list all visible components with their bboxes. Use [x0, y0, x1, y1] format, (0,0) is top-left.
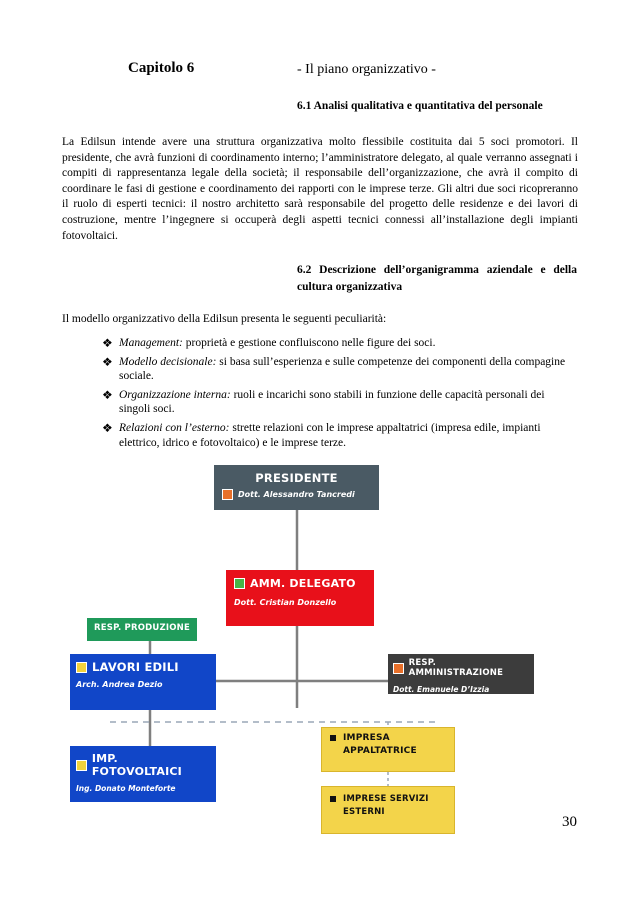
bullet-term: Organizzazione interna:	[119, 388, 231, 401]
photovoltaic-box	[70, 746, 216, 802]
contractor-box	[321, 727, 455, 772]
contractor-title-line1: IMPRESA	[343, 733, 390, 743]
construction-title: LAVORI EDILI	[92, 660, 179, 674]
external-title-line2: ESTERNI	[343, 807, 385, 817]
page-number: 30	[562, 814, 577, 830]
photovoltaic-title: IMP. FOTOVOLTAICI	[91, 752, 182, 778]
president-name: Dott. Alessandro Tancredi	[238, 490, 355, 499]
ceo-title: AMM. DELEGATO	[250, 577, 356, 590]
administration-title: RESP. AMMINISTRAZIONE	[408, 658, 504, 678]
contractor-title-line2: APPALTATRICE	[343, 746, 417, 756]
bullet-text: si basa sull’esperienza e sulle competenze dei componenti della compagine sociale.	[119, 355, 566, 383]
ceo-name: Dott. Cristian Donzello	[234, 598, 337, 607]
external-services-box	[321, 786, 455, 834]
chapter-title: Capitolo 6	[128, 60, 195, 76]
bullet-term: Management:	[119, 337, 183, 349]
orange-square-icon	[222, 489, 233, 500]
photovoltaic-name: Ing. Donato Monteforte	[76, 784, 176, 793]
bullet-text: proprietà e gestione confluiscono nelle figure dei soci.	[182, 337, 436, 349]
president-box	[214, 465, 379, 510]
section-heading-6-2: 6.2 Descrizione dell’organigramma aziendale e della cultura organizzativa	[297, 264, 577, 293]
section-intro-6-2: Il modello organizzativo della Edilsun presenta le seguenti peculiarità:	[62, 313, 387, 325]
diamond-bullet-icon: ❖	[102, 387, 113, 402]
section-heading-6-1: 6.1 Analisi qualitativa e quantitativa del personale	[297, 100, 543, 112]
construction-box	[70, 654, 216, 710]
production-title: RESP. PRODUZIONE	[94, 623, 190, 633]
production-box	[87, 618, 197, 641]
yellow-square-icon	[76, 760, 87, 771]
black-square-icon	[330, 735, 336, 741]
president-title: PRESIDENTE	[255, 471, 338, 485]
bullet-term: Modello decisionale:	[119, 355, 217, 368]
administration-name: Dott. Emanuele D’Izzia	[393, 685, 490, 694]
chapter-subtitle: - Il piano organizzativo -	[297, 62, 436, 77]
ceo-box	[226, 570, 374, 626]
green-square-icon	[234, 578, 245, 589]
bullet-text: strette relazioni con le imprese appaltatrici (impresa edile, impianti elettrico, idrico e fotovoltaico) e le imprese terze.	[119, 421, 541, 449]
orange-square-icon	[393, 663, 404, 674]
diamond-bullet-icon: ❖	[102, 354, 113, 369]
diamond-bullet-icon: ❖	[102, 420, 113, 435]
bullet-text: ruoli e incarichi sono stabili in funzione delle capacità personali dei singoli soci.	[119, 388, 545, 416]
bullet-term: Relazioni con l’esterno:	[119, 421, 230, 434]
diamond-bullet-icon: ❖	[102, 336, 113, 350]
external-title-line1: IMPRESE SERVIZI	[343, 794, 429, 804]
section-paragraph-6-1: La Edilsun intende avere una struttura organizzativa molto flessibile costituita dai 5 soci promotori. Il presidente, che avrà funzioni di coordinamento interno; l’amministratore delegato, al quale verranno assegnati i compiti di rappresentanza legale della società; il responsabile dell’organizzazione, che avrà il compito di coordinare le fasi di gestione e coordinamento dei rapporti con le imprese terze. Gli altri due soci ricopreranno il ruolo di esperti tecnici: il nostro architetto sarà responsabile del progetto delle residenze e dei lavori di costruzione, mentre l’ingegnere si occuperà degli aspetti tecnici connessi all’installazione degli impianti fotovoltaici.	[62, 136, 578, 242]
administration-box	[388, 654, 534, 694]
construction-name: Arch. Andrea Dezio	[76, 680, 163, 689]
black-square-icon	[330, 796, 336, 802]
yellow-square-icon	[76, 662, 87, 673]
